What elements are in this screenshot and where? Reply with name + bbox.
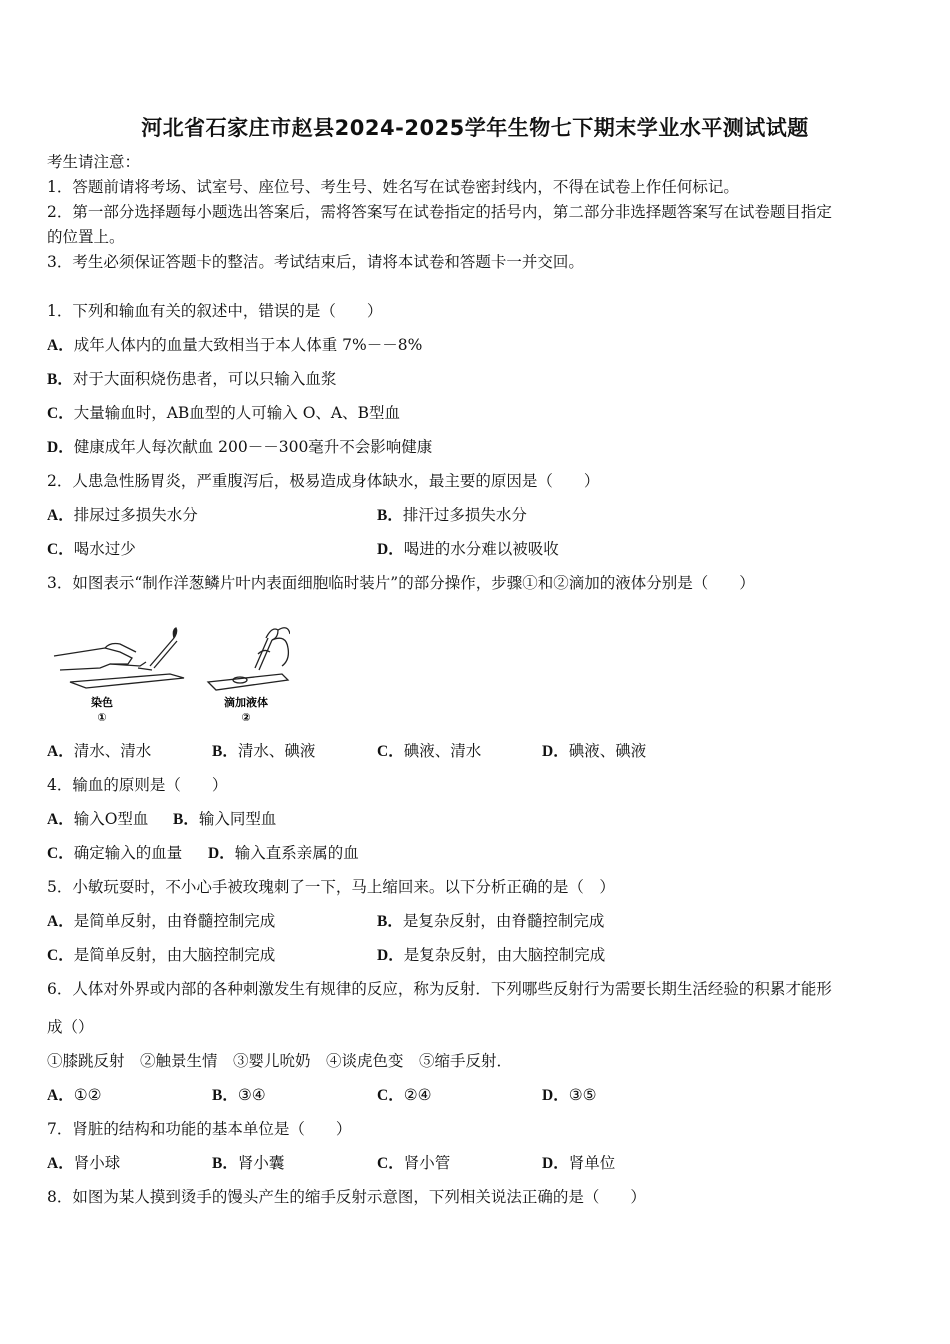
option[interactable] <box>47 945 275 966</box>
question-stem-continued: 成（） <box>47 1018 94 1036</box>
option-label: D． <box>542 743 569 760</box>
option[interactable] <box>47 809 148 830</box>
notice-item: 2．第一部分选择题每小题选出答案后，需将答案写在试卷指定的括号内，第二部分非选择题答案写在试卷题目指定 <box>47 203 832 221</box>
option-label: B． <box>212 1087 238 1104</box>
option[interactable] <box>212 1153 284 1174</box>
option[interactable] <box>377 1153 450 1174</box>
page-title: 河北省石家庄市赵县2024-2025学年生物七下期末学业水平测试试题 <box>141 116 809 140</box>
question-stem: 3．如图表示“制作洋葱鳞片叶内表面细胞临时装片”的部分操作，步骤①和②滴加的液体分别是（ ） <box>47 574 755 592</box>
option-label: C． <box>377 1087 404 1104</box>
option-text: 确定输入的血量 <box>73 844 183 862</box>
question-stem: 8．如图为某人摸到烫手的馒头产生的缩手反射示意图，下列相关说法正确的是（ ） <box>47 1188 646 1206</box>
option[interactable] <box>47 403 400 424</box>
option-label: C． <box>377 1155 404 1172</box>
option[interactable] <box>542 1153 615 1174</box>
option-text: 输入同型血 <box>198 810 277 828</box>
option-label: B． <box>212 1155 238 1172</box>
option-text: 喝进的水分难以被吸收 <box>403 540 559 558</box>
option-label: A． <box>47 913 74 930</box>
option[interactable] <box>542 741 646 762</box>
option-label: D． <box>542 1087 569 1104</box>
option-text: 输入直系亲属的血 <box>234 844 359 862</box>
option-label: C． <box>47 541 74 558</box>
question-stem: 7．肾脏的结构和功能的基本单位是（ ） <box>47 1120 352 1138</box>
option-label: D． <box>542 1155 569 1172</box>
question-stem: 6．人体对外界或内部的各种刺激发生有规律的反应，称为反射．下列哪些反射行为需要长期生活经验的积累才能形 <box>47 980 832 998</box>
option-text: 排尿过多损失水分 <box>73 506 198 524</box>
staining-illustration <box>54 628 184 688</box>
option-label: A． <box>47 1087 74 1104</box>
option[interactable] <box>377 539 559 560</box>
option[interactable] <box>377 911 604 932</box>
step1-number: ① <box>97 711 107 723</box>
option[interactable] <box>47 437 432 458</box>
option[interactable] <box>377 741 481 762</box>
option-text: 碘液、碘液 <box>568 742 647 760</box>
option[interactable] <box>47 335 422 356</box>
option-text: 排汗过多损失水分 <box>402 506 527 524</box>
option-label: B． <box>377 913 403 930</box>
step2-label: 滴加液体 <box>224 696 268 709</box>
option[interactable] <box>47 539 136 560</box>
option-text: ③④ <box>237 1086 266 1104</box>
option-text: 清水、碘液 <box>237 742 316 760</box>
notice-item: 1．答题前请将考场、试室号、座位号、考生号、姓名写在试卷密封线内，不得在试卷上作任何标记。 <box>47 178 739 196</box>
option-label: B． <box>173 811 199 828</box>
option-label: B． <box>212 743 238 760</box>
option[interactable] <box>47 843 182 864</box>
option-label: C． <box>47 947 74 964</box>
option-text: 健康成年人每次献血 200－－300毫升不会影响健康 <box>73 438 433 456</box>
option-text: 肾小管 <box>403 1154 451 1172</box>
question-items: ①膝跳反射 ②触景生情 ③婴儿吮奶 ④谈虎色变 ⑤缩手反射． <box>47 1052 513 1070</box>
option-label: C． <box>47 405 74 422</box>
option-text: 是简单反射，由大脑控制完成 <box>73 946 276 964</box>
option[interactable] <box>377 945 605 966</box>
question-stem: 1．下列和输血有关的叙述中，错误的是（ ） <box>47 302 383 320</box>
option-label: D． <box>208 845 235 862</box>
option[interactable] <box>377 1085 432 1106</box>
question-stem: 2．人患急性肠胃炎，严重腹泻后，极易造成身体缺水，最主要的原因是（ ） <box>47 472 600 490</box>
option-label: A． <box>47 1155 74 1172</box>
notice-item: 3．考生必须保证答题卡的整洁。考试结束后，请将本试卷和答题卡一并交回。 <box>47 253 584 271</box>
option-text: 喝水过少 <box>73 540 136 558</box>
option-label: B． <box>377 507 403 524</box>
option[interactable] <box>542 1085 597 1106</box>
notice-heading: 考生请注意： <box>47 153 141 171</box>
option-label: B． <box>47 371 73 388</box>
option[interactable] <box>208 843 359 864</box>
option-text: 对于大面积烧伤患者，可以只输入血浆 <box>72 370 337 388</box>
question-stem: 5．小敏玩耍时，不小心手被玫瑰刺了一下，马上缩回来。以下分析正确的是（ ） <box>47 878 615 896</box>
option-label: D． <box>47 439 74 456</box>
option[interactable] <box>47 1085 102 1106</box>
option-text: ②④ <box>403 1086 432 1104</box>
option[interactable] <box>47 369 336 390</box>
option[interactable] <box>47 911 275 932</box>
adding-liquid-illustration <box>208 628 290 690</box>
option-text: 清水、清水 <box>73 742 152 760</box>
option-label: D． <box>377 947 404 964</box>
option-text: 大量输血时，AB血型的人可输入 O、A、B型血 <box>73 404 401 422</box>
option-text: 碘液、清水 <box>403 742 482 760</box>
option-label: C． <box>377 743 404 760</box>
notice-item: 的位置上。 <box>47 228 125 246</box>
option-text: 肾小球 <box>73 1154 121 1172</box>
option-text: 肾单位 <box>568 1154 616 1172</box>
option-text: ③⑤ <box>568 1086 597 1104</box>
option[interactable] <box>47 741 151 762</box>
option-label: A． <box>47 507 74 524</box>
option[interactable] <box>173 809 276 830</box>
option[interactable] <box>212 1085 266 1106</box>
option-text: 肾小囊 <box>237 1154 285 1172</box>
option-text: ①② <box>73 1086 102 1104</box>
option[interactable] <box>47 505 198 526</box>
option-label: A． <box>47 811 74 828</box>
step1-label: 染色 <box>91 696 113 709</box>
option-text: 是复杂反射，由脊髓控制完成 <box>402 912 605 930</box>
option-label: D． <box>377 541 404 558</box>
option-text: 输入O型血 <box>73 810 149 828</box>
slide-preparation-figure <box>50 608 290 723</box>
option[interactable] <box>377 505 527 526</box>
option-label: C． <box>47 845 74 862</box>
option[interactable] <box>47 1153 120 1174</box>
option-label: A． <box>47 337 74 354</box>
option-text: 成年人体内的血量大致相当于本人体重 7%－－8% <box>73 336 423 354</box>
option-label: A． <box>47 743 74 760</box>
step2-number: ② <box>241 711 251 723</box>
question-stem: 4．输血的原则是（ ） <box>47 776 228 794</box>
option-text: 是复杂反射，由大脑控制完成 <box>403 946 606 964</box>
option-text: 是简单反射，由脊髓控制完成 <box>73 912 276 930</box>
option[interactable] <box>212 741 315 762</box>
